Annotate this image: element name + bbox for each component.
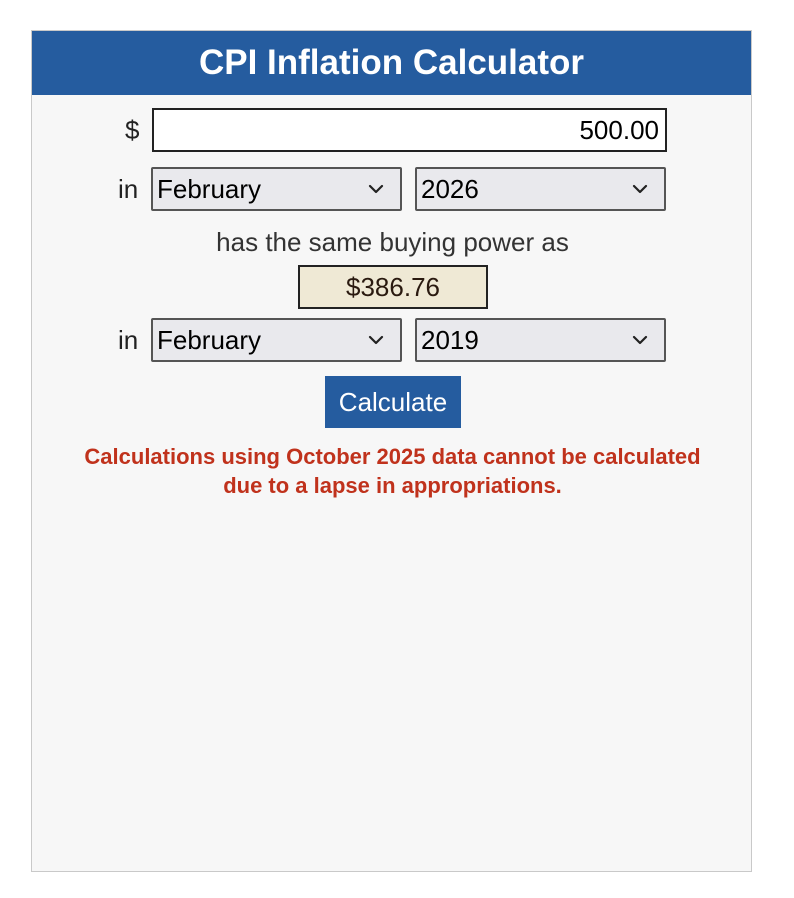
- from-year-value: 2026: [421, 173, 479, 204]
- to-month-value: February: [157, 324, 262, 355]
- from-year-select[interactable]: [415, 167, 666, 211]
- chevron-down-icon: [626, 175, 654, 203]
- to-month-select[interactable]: [151, 318, 402, 362]
- result-value: $386.76: [298, 265, 488, 309]
- calculator-title: CPI Inflation Calculator: [32, 31, 751, 95]
- calculate-button[interactable]: Calculate: [325, 376, 461, 428]
- from-month-select[interactable]: [151, 167, 402, 211]
- currency-symbol: $: [125, 115, 140, 145]
- amount-input[interactable]: [152, 108, 667, 152]
- appropriations-notice: [42, 442, 743, 500]
- in-label-to: in: [118, 325, 139, 355]
- to-year-select[interactable]: [415, 318, 666, 362]
- chevron-down-icon: [626, 326, 654, 354]
- in-label-from: in: [118, 174, 139, 204]
- same-buying-power-text: has the same buying power as: [216, 227, 569, 257]
- notice-line-2: due to a lapse in appropriations.: [223, 473, 562, 498]
- to-year-value: 2019: [421, 324, 479, 355]
- cpi-calculator-panel: [31, 30, 752, 872]
- chevron-down-icon: [362, 326, 390, 354]
- from-month-value: February: [157, 173, 262, 204]
- chevron-down-icon: [362, 175, 390, 203]
- notice-line-1: Calculations using October 2025 data cannot be calculated: [84, 444, 701, 469]
